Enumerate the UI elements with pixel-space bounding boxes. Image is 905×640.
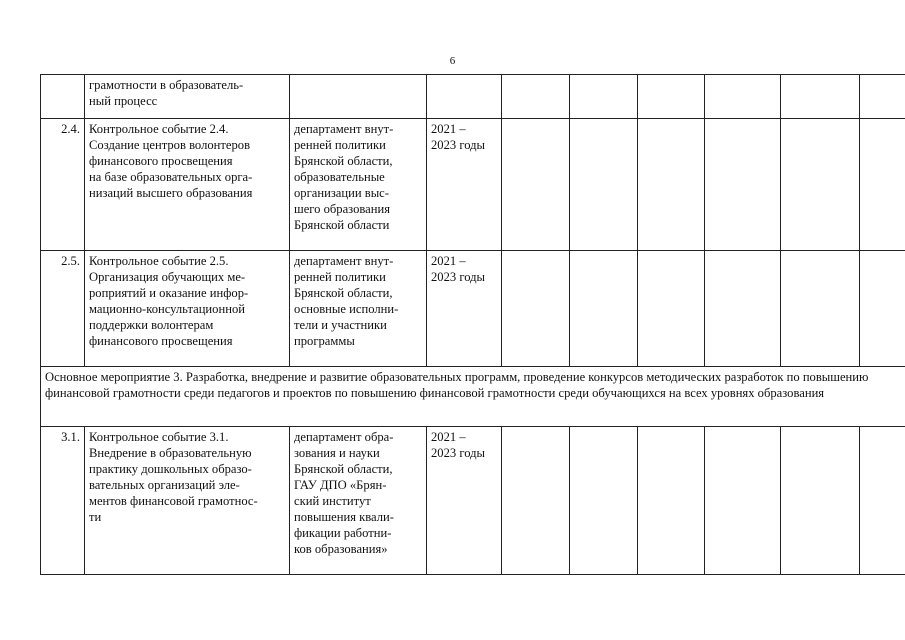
row-number: 2.5. (41, 251, 85, 367)
period-cell: 2021 – 2023 годы (427, 251, 502, 367)
empty-cell (705, 75, 781, 119)
empty-cell (570, 119, 638, 251)
empty-cell (502, 119, 570, 251)
table-row (41, 251, 905, 367)
empty-cell (705, 251, 781, 367)
responsible-cell (290, 75, 427, 119)
empty-cell (570, 251, 638, 367)
empty-cell (705, 119, 781, 251)
empty-cell (638, 251, 705, 367)
empty-cell (860, 75, 905, 119)
empty-cell (502, 427, 570, 575)
empty-cell (860, 119, 905, 251)
empty-cell (781, 251, 860, 367)
responsible-cell: департамент обра- зования и науки Брянской области, ГАУ ДПО «Брян- ский институт повышения квали- фикации работни- ков образования» (290, 427, 427, 575)
empty-cell (781, 119, 860, 251)
empty-cell (638, 75, 705, 119)
empty-cell (705, 427, 781, 575)
event-cell: Контрольное событие 3.1. Внедрение в образовательную практику дошкольных образо- вательных организаций эле- ментов финансовой грамотнос- ти (85, 427, 290, 575)
section-heading: Основное мероприятие 3. Разработка, внедрение и развитие образовательных программ, проведение конкурсов методических разработок по повышению финансовой грамотности среди педагогов и проектов по повышению финансовой грамотности среди обучающихся на всех уровнях образования (41, 367, 905, 427)
empty-cell (570, 75, 638, 119)
empty-cell (638, 427, 705, 575)
empty-cell (570, 427, 638, 575)
empty-cell (781, 75, 860, 119)
period-cell: 2021 – 2023 годы (427, 427, 502, 575)
event-cell: Контрольное событие 2.4. Создание центров волонтеров финансового просвещения на базе образовательных орга- низаций высшего образования (85, 119, 290, 251)
empty-cell (860, 427, 905, 575)
row-number (41, 75, 85, 119)
table-row (41, 75, 905, 119)
period-cell (427, 75, 502, 119)
empty-cell (860, 251, 905, 367)
page-number: 6 (449, 55, 456, 67)
responsible-cell: департамент внут- ренней политики Брянской области, основные исполни- тели и участники программы (290, 251, 427, 367)
event-cell: грамотности в образователь- ный процесс (85, 75, 290, 119)
empty-cell (502, 75, 570, 119)
empty-cell (502, 251, 570, 367)
period-cell: 2021 – 2023 годы (427, 119, 502, 251)
table-row (41, 119, 905, 251)
row-number: 3.1. (41, 427, 85, 575)
responsible-cell: департамент внут- ренней политики Брянской области, образовательные организации выс- шего образования Брянской области (290, 119, 427, 251)
row-number: 2.4. (41, 119, 85, 251)
activities-table (40, 74, 905, 575)
section-row (41, 367, 905, 427)
event-cell: Контрольное событие 2.5. Организация обучающих ме- роприятий и оказание инфор- мационно-консультационной поддержки волонтерам финансового просвещения (85, 251, 290, 367)
empty-cell (638, 119, 705, 251)
empty-cell (781, 427, 860, 575)
table-row (41, 427, 905, 575)
